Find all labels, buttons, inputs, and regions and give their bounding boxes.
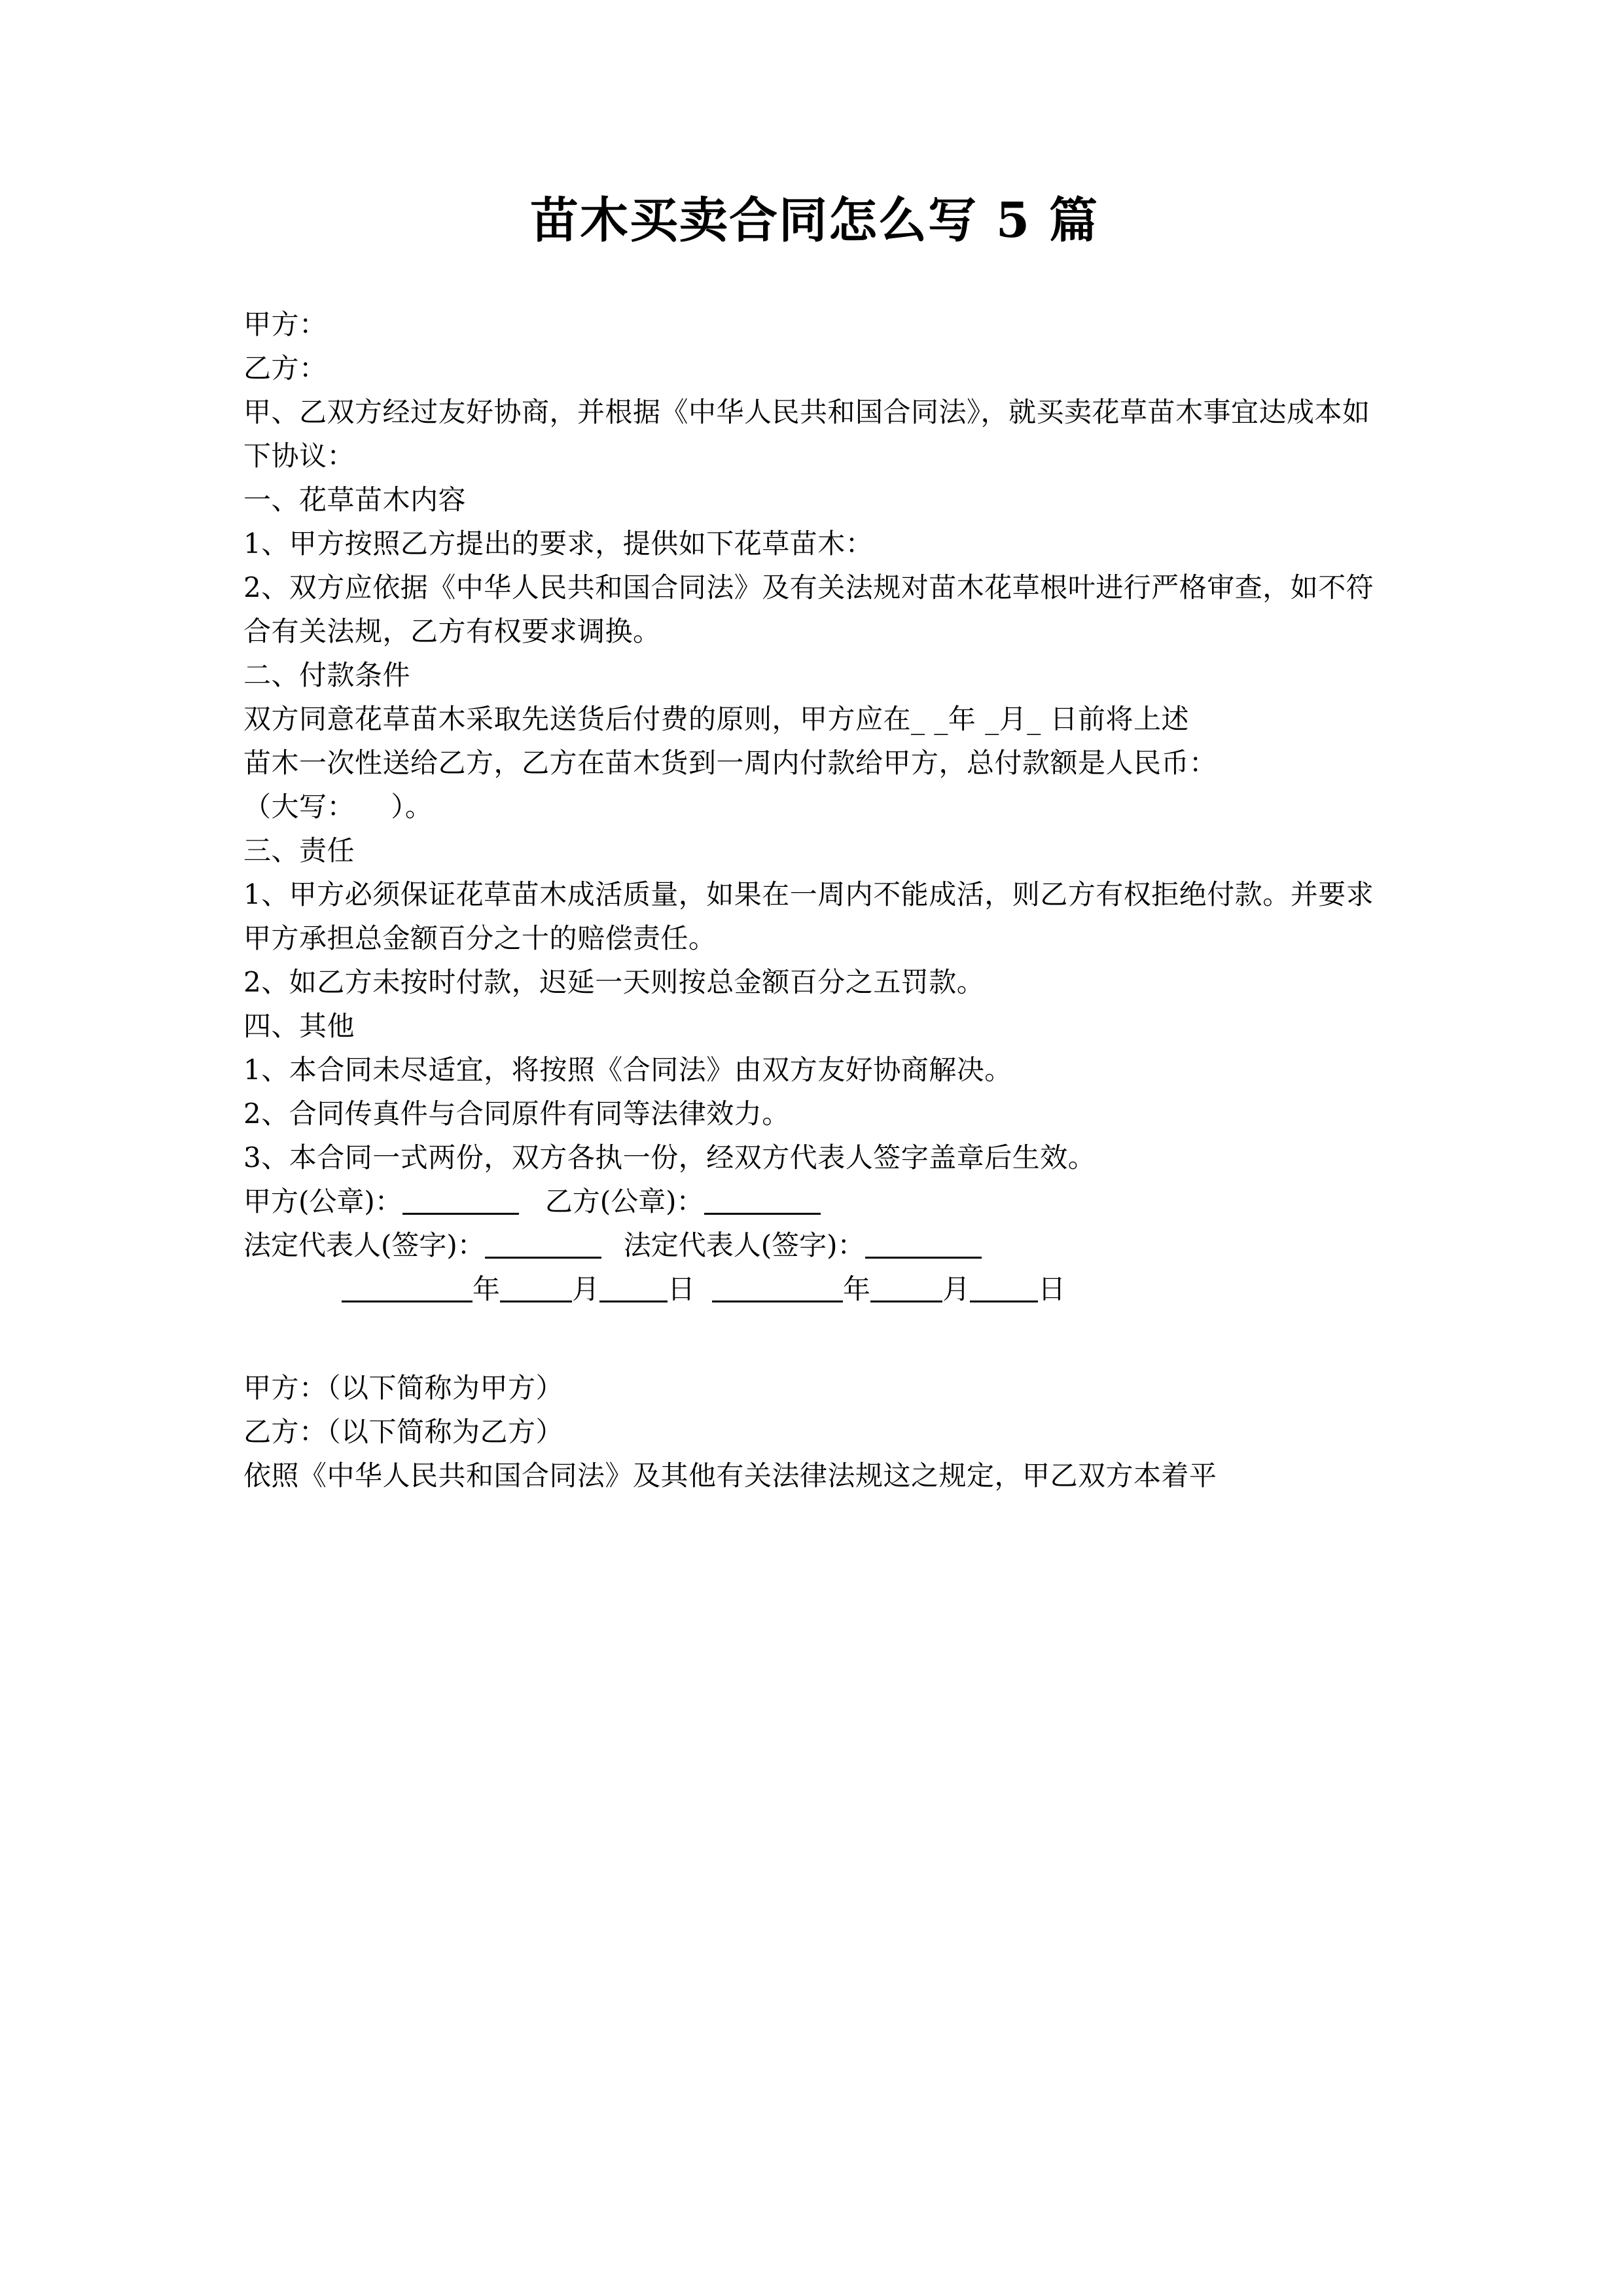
- clause-4-1: 1、本合同未尽适宜，将按照《合同法》由双方友好协商解决。: [243, 1054, 1012, 1086]
- document-body: [243, 302, 1385, 1498]
- party-b-rep-blank[interactable]: [865, 1237, 982, 1259]
- party-b-day-label: 日: [1038, 1273, 1066, 1305]
- party-b-year-blank[interactable]: [712, 1281, 843, 1302]
- clause-4-3: 3、本合同一式两份，双方各执一份，经双方代表人签字盖章后生效。: [243, 1141, 1096, 1174]
- party-a-day-blank[interactable]: [599, 1281, 668, 1302]
- party-b-rep-label: 法定代表人(签字)：: [623, 1229, 865, 1261]
- clause-1-1: 1、甲方按照乙方提出的要求，提供如下花草苗木：: [243, 528, 874, 560]
- party-b-day-blank[interactable]: [970, 1281, 1038, 1302]
- second-contract-party-b: 乙方：（以下简称为乙方）: [243, 1416, 564, 1448]
- section-three-heading: 三、责任: [243, 834, 355, 867]
- second-contract-preamble: 依照《中华人民共和国合同法》及其他有关法律法规这之规定，甲乙双方本着平: [243, 1460, 1217, 1492]
- party-b-year-label: 年: [843, 1273, 871, 1305]
- clause-1-2: 2、双方应依据《中华人民共和国合同法》及有关法规对苗木花草根叶进行严格审查，如不符合有关法规，乙方有权要求调换。: [243, 571, 1374, 647]
- party-a-day-label: 日: [668, 1273, 696, 1305]
- payment-clause-line-1: 双方同意花草苗木采取先送货后付费的原则，甲方应在_ _年 _月_ 日前将上述: [243, 703, 1190, 735]
- party-a-year-blank[interactable]: [342, 1281, 473, 1302]
- party-a-label: 甲方：: [243, 308, 327, 340]
- legal-rep-signature-row: [243, 1223, 1385, 1267]
- party-a-seal-label: 甲方(公章)：: [243, 1185, 402, 1217]
- second-contract-party-a: 甲方：（以下简称为甲方）: [243, 1372, 564, 1404]
- party-b-label: 乙方：: [243, 352, 327, 384]
- payment-clause-line-2: 苗木一次性送给乙方，乙方在苗木货到一周内付款给甲方，总付款额是人民币：: [243, 747, 1217, 779]
- party-a-seal-blank[interactable]: [402, 1193, 519, 1215]
- party-b-month-label: 月: [942, 1273, 971, 1305]
- clause-3-1: 1、甲方必须保证花草苗木成活质量，如果在一周内不能成活，则乙方有权拒绝付款。并要求甲方承担总金额百分之十的赔偿责任。: [243, 878, 1374, 954]
- party-a-year-label: 年: [473, 1273, 501, 1305]
- party-b-seal-blank[interactable]: [704, 1193, 821, 1215]
- signature-date-row: [243, 1267, 1385, 1311]
- section-divider: [243, 1311, 1385, 1366]
- section-one-heading: 一、花草苗木内容: [243, 484, 467, 516]
- party-a-month-label: 月: [572, 1273, 600, 1305]
- party-a-rep-blank[interactable]: [485, 1237, 601, 1259]
- page-title: 苗木买卖合同怎么写 5 篇: [529, 192, 1099, 249]
- clause-4-2: 2、合同传真件与合同原件有同等法律效力。: [243, 1098, 790, 1130]
- section-two-heading: 二、付款条件: [243, 659, 411, 691]
- payment-clause-amount-in-words: （大写： ）。: [243, 791, 433, 823]
- party-a-rep-label: 法定代表人(签字)：: [243, 1229, 485, 1261]
- party-a-month-blank[interactable]: [500, 1281, 572, 1302]
- party-b-seal-label: 乙方(公章)：: [544, 1185, 704, 1217]
- document-content: [243, 0, 1385, 1498]
- seal-signature-row: [243, 1179, 1385, 1223]
- agreement-intro: 甲、乙双方经过友好协商，并根据《中华人民共和国合同法》，就买卖花草苗木事宜达成本如下协议：: [243, 396, 1370, 472]
- party-b-month-blank[interactable]: [870, 1281, 942, 1302]
- section-four-heading: 四、其他: [243, 1010, 355, 1042]
- clause-3-2: 2、如乙方未按时付款，迟延一天则按总金额百分之五罚款。: [243, 966, 985, 998]
